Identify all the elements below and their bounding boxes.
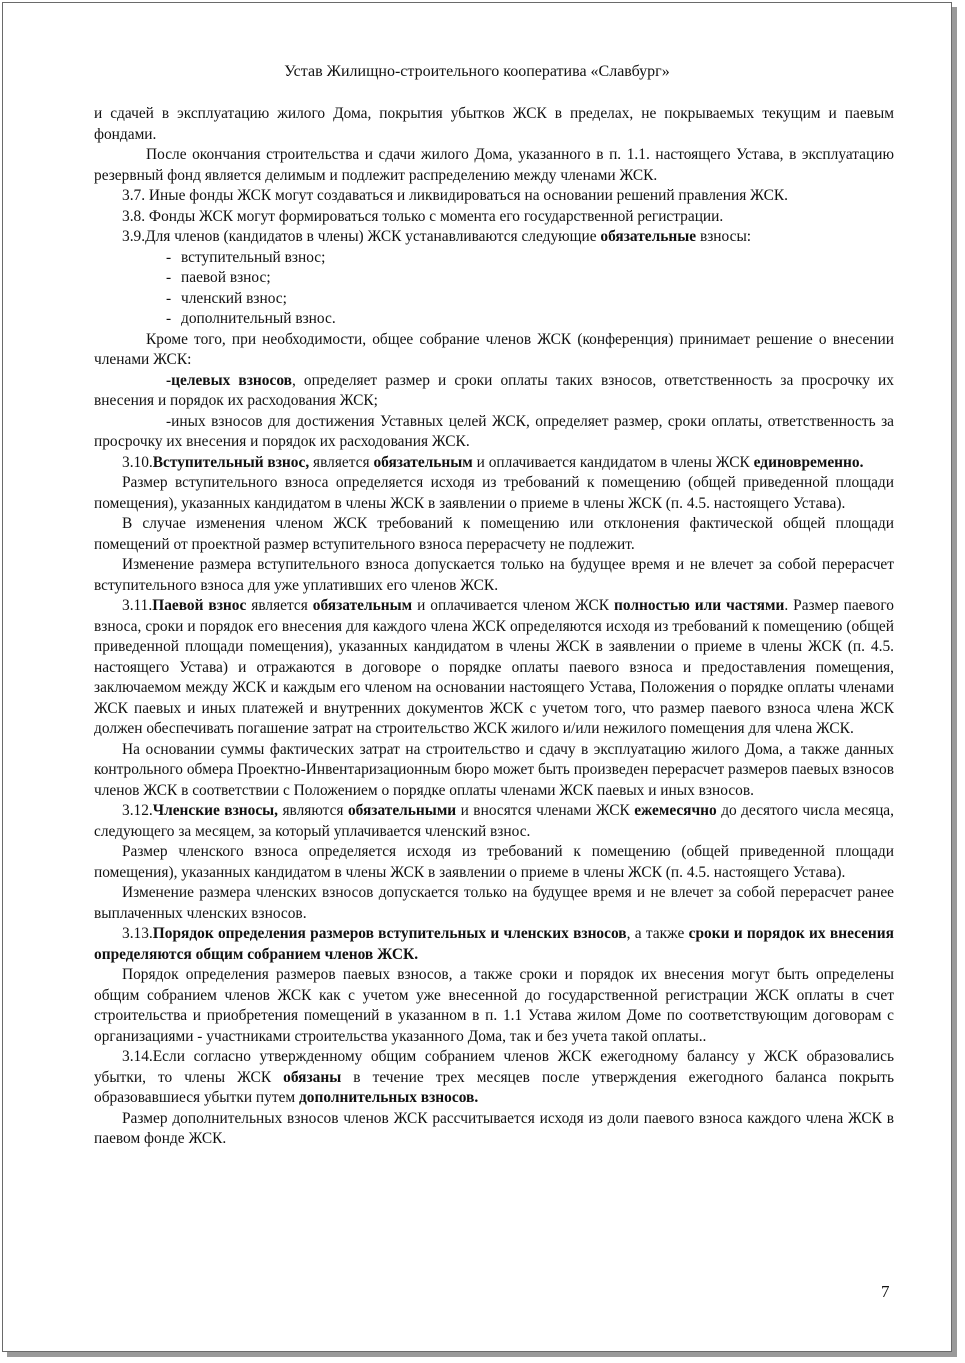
clause-3-13: 3.13.Порядок определения размеров вступительных и членских взносов, а также сроки и порядок их внесения определяются общим собранием членов ЖСК. — [94, 925, 894, 963]
document-body — [94, 104, 894, 1150]
clause-3-10: 3.10.Вступительный взнос, является обязательным и оплачивается кандидатом в члены ЖСК единовременно. — [122, 453, 864, 471]
list-item: - членский взнос; — [166, 289, 287, 307]
clause-3-12: 3.12.Членские взносы, являются обязательными и вносятся членами ЖСК ежемесячно до десятого числа месяца, следующего за месяцем, за который уплачивается членский взнос. — [94, 802, 894, 840]
list-item: - дополнительный взнос. — [166, 310, 336, 327]
paragraph: Порядок определения размеров паевых взносов, а также сроки и порядок их внесения могут быть определены общим собранием членов ЖСК как с учетом уже внесенной до государственной регистрации ЖСК оплаты в счет строительства и приобретения помещений в указанном в п. 1.1 Устава жилом Доме по соответствующим договорам с организациями - участниками строительства указанного Дома, так и без учета такой оплаты.. — [94, 966, 894, 1045]
page-number: 7 — [881, 1282, 890, 1301]
list-item: - паевой взнос; — [166, 269, 271, 286]
clause-3-9: 3.9.Для членов (кандидатов в члены) ЖСК устанавливаются следующие обязательные взносы: — [122, 228, 752, 245]
fees-list — [94, 248, 894, 330]
clause-3-14: 3.14.Если согласно утвержденному общим собранием членов ЖСК ежегодному балансу у ЖСК образовались убытки, то члены ЖСК обязаны в течение трех месяцев после утверждения ежегодного баланса покрыть образовавшиеся убытки путем дополнительных взносов. — [94, 1048, 895, 1106]
paragraph: После окончания строительства и сдачи жилого Дома, указанного в п. 1.1. настоящего Устава, в эксплуатацию резервный фонд является делимым и подлежит распределению между членами ЖСК. — [94, 146, 894, 184]
page-header: Устав Жилищно-строительного кооператива «Славбург» — [284, 63, 670, 80]
clause-3-8: 3.8. Фонды ЖСК могут формироваться только с момента его государственной регистрации. — [122, 207, 724, 225]
paragraph: В случае изменения членом ЖСК требований к помещению или отклонения фактической общей площади помещений от проектной размер вступительного взноса перерасчету не подлежит. — [94, 515, 894, 553]
list-item: - вступительный взнос; — [166, 248, 326, 266]
paragraph: Размер членского взноса определяется исходя из требований к помещению (общей приведенной площади помещения), указанных кандидатом в члены ЖСК в заявлении о приеме в члены ЖСК (п. 4.5. настоящего Устава). — [94, 843, 894, 881]
paragraph: Изменение размера вступительного взноса допускается только на будущее время и не влечет за собой перерасчет вступительного взноса для уже уплативших его членов ЖСК. — [94, 556, 894, 594]
paragraph: На основании суммы фактических затрат на строительство и сдачу в эксплуатацию жилого Дома, а также данных контрольного обмера Проектно-Инвентаризационным бюро может быть произведен перерасчет размеров паевых взносов членов ЖСК в соответствии с Положением о порядке оплаты членами ЖСК паевых и иных взносов. — [94, 740, 894, 799]
paragraph: Кроме того, при необходимости, общее собрание членов ЖСК (конференция) принимает решение о внесении членами ЖСК: — [94, 330, 894, 368]
paragraph: Изменение размера членских взносов допускается только на будущее время и не влечет за собой перерасчет ранее выплаченных членских взносов. — [94, 884, 894, 922]
paragraph: Размер вступительного взноса определяется исходя из требований к помещению (общей приведенной площади помещения), указанных кандидатом в члены ЖСК в заявлении о приеме в члены ЖСК (п. 4.5. настоящего Устава). — [94, 474, 894, 512]
paragraph: -иных взносов для достижения Уставных целей ЖСК, определяет размер, сроки оплаты, ответственность за просрочку их внесения и порядок их расходования ЖСК. — [94, 412, 894, 450]
clause-3-7: 3.7. Иные фонды ЖСК могут создаваться и ликвидироваться на основании решений правления ЖСК. — [122, 187, 788, 204]
document-page — [2, 2, 952, 1352]
paragraph: Размер дополнительных взносов членов ЖСК рассчитывается исходя из доли паевого взноса каждого члена ЖСК в паевом фонде ЖСК. — [94, 1109, 894, 1147]
paragraph: и сдачей в эксплуатацию жилого Дома, покрытия убытков ЖСК в пределах, не покрываемых текущим и паевым фондами. — [94, 105, 894, 143]
paragraph: -целевых взносов, определяет размер и сроки оплаты таких взносов, ответственность за просрочку их внесения и порядок их расходования ЖСК; — [94, 371, 894, 409]
clause-3-11: 3.11.Паевой взнос является обязательным и оплачивается членом ЖСК полностью или частями. Размер паевого взноса, сроки и порядок его внесения для каждого члена ЖСК определяются исходя из требований к помещению (общей приведенной площади помещения), указанных кандидатом в члены ЖСК в заявлении о приеме в члены ЖСК (п. 4.5. настоящего Устава) и отражаются в договоре о порядке оплаты паевого взноса и предоставления помещения, заключаемом между ЖСК и каждым его членом на основании настоящего Устава, Положения о порядке оплаты членами ЖСК паевых и иных платежей и внутренних документов ЖСК с учетом того, что размер паевого взноса члена ЖСК должен обеспечивать погашение затрат на строительство ЖСК жилого и/или нежилого помещения для члена ЖСК. — [94, 597, 894, 737]
